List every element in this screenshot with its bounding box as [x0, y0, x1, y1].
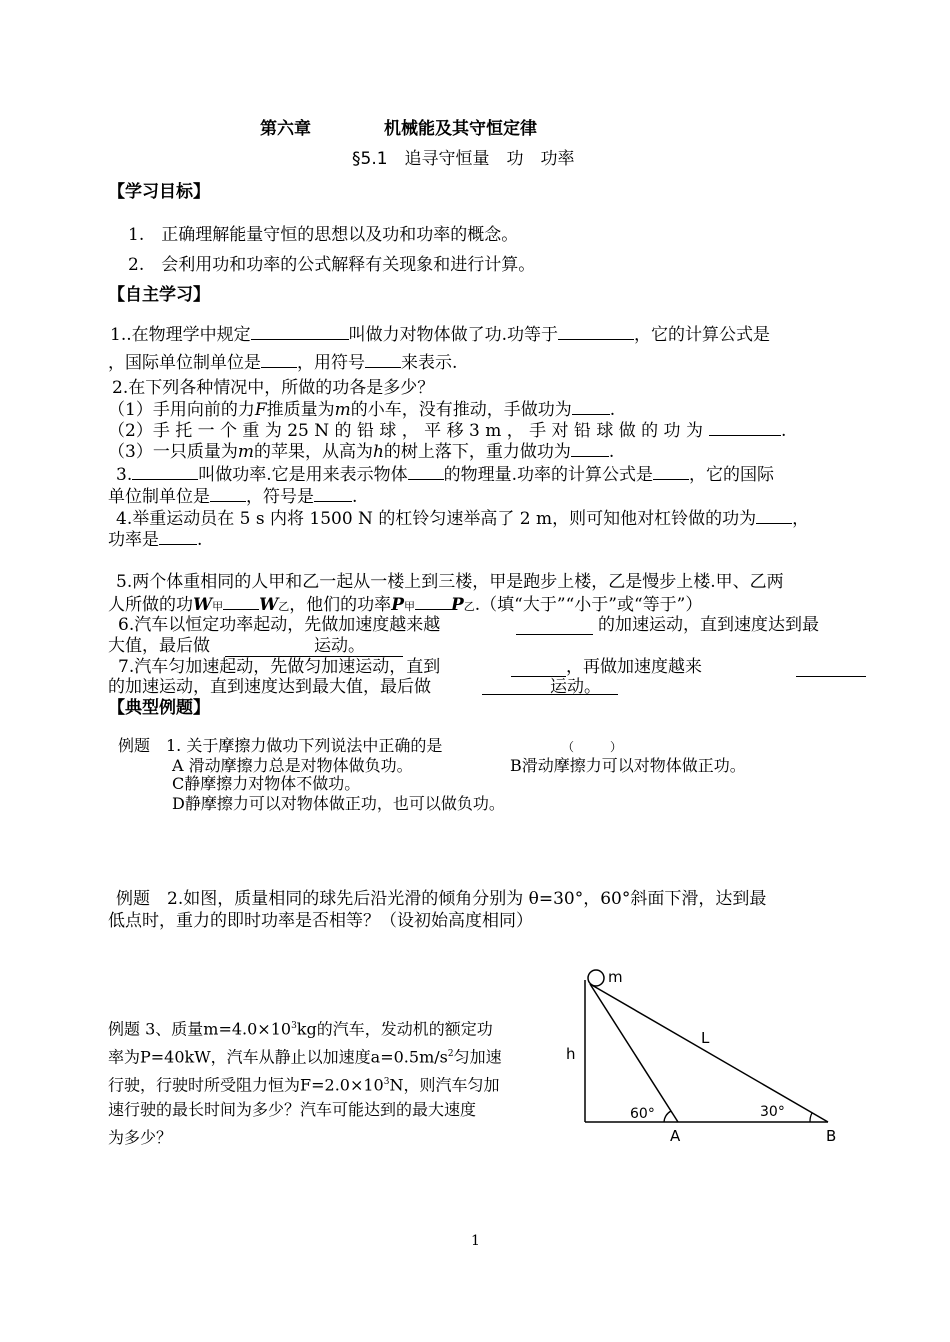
question-2: 2.在下列各种情况中，所做的功各是多少？	[112, 378, 435, 398]
question-7-cont: 的加速运动，直到速度达到最大值，最后做	[108, 677, 431, 697]
example-1-option-c: C静摩擦力对物体不做功。	[172, 774, 361, 793]
blank[interactable]	[365, 351, 401, 368]
blank[interactable]	[132, 463, 198, 480]
question-3-cont: 单位制单位是 ，符号是 .	[108, 487, 358, 507]
goals-heading: 【学习目标】	[108, 182, 210, 202]
blank[interactable]	[796, 676, 866, 677]
blank[interactable]	[558, 323, 634, 340]
blank[interactable]	[482, 694, 618, 695]
question-4-cont: 功率是 .	[108, 530, 203, 550]
question-7: 7.汽车匀加速起动，先做匀加速运动，直到	[118, 657, 441, 677]
example-1-option-b: B滑动摩擦力可以对物体做正功。	[510, 756, 746, 775]
blank[interactable]	[756, 507, 792, 524]
example-3-line: 例题 3、质量$m=4.0\times 10^3kg$的汽车，发动机的额定功	[108, 1019, 493, 1039]
label-L: L	[701, 1029, 710, 1047]
incline-figure	[560, 960, 860, 1150]
question-6-end: 运动。	[314, 636, 365, 656]
blank[interactable]	[251, 323, 349, 340]
blank[interactable]	[572, 398, 610, 415]
page-number: 1	[471, 1233, 480, 1249]
example-3-line: 为多少？	[108, 1128, 173, 1147]
question-4: 4.举重运动员在 5 s 内将 1500 N 的杠铃匀速举高了 2 m，则可知他对杠铃做的功为 ，	[116, 509, 810, 529]
examples-heading: 【典型例题】	[108, 698, 210, 718]
example-1: 例题 1. 关于摩擦力做功下列说法中正确的是	[118, 736, 443, 755]
example-3-line: 行驶，行驶时所受阻力恒为$F=2.0\times 10^3N$，则汽车匀加	[108, 1075, 500, 1095]
blank[interactable]	[653, 463, 689, 480]
question-6-cont: 大值，最后做	[108, 636, 210, 656]
incline-60	[590, 984, 678, 1122]
blank[interactable]	[261, 351, 297, 368]
point-a-label: A	[670, 1127, 681, 1145]
blank[interactable]	[571, 440, 609, 457]
goal-item: 1. 正确理解能量守恒的思想以及功和功率的概念。	[128, 225, 519, 245]
section-title: §5.1 追寻守恒量 功 功率	[352, 149, 575, 169]
question-2-3: （3）一只质量为m的苹果，从高为h的树上落下，重力做功为 .	[108, 442, 615, 462]
chapter-number: 第六章	[260, 119, 311, 139]
angle-arc-30	[810, 1113, 812, 1122]
angle-30-label: 30°	[760, 1104, 785, 1120]
angle-arc-60	[664, 1111, 671, 1122]
blank[interactable]	[210, 485, 246, 502]
ball-icon	[588, 970, 604, 986]
question-5: 5.两个体重相同的人甲和乙一起从一楼上到三楼，甲是跑步上楼，乙是慢步上楼.甲、乙两	[116, 572, 784, 592]
angle-60-label: 60°	[630, 1106, 655, 1122]
incline-30	[590, 984, 828, 1122]
blank[interactable]	[408, 463, 444, 480]
goal-item: 2. 会利用功和功率的公式解释有关现象和进行计算。	[128, 255, 536, 275]
question-2-2: （2）手 托 一 个 重 为 25 N 的 铅 球 ， 平 移 3 m ， 手 对 铅 球 做 的 功 为 .	[108, 421, 787, 441]
question-6: 6.汽车以恒定功率起动，先做加速度越来越	[118, 615, 441, 635]
question-6-b: 的加速运动，直到速度达到最	[598, 615, 819, 635]
label-h: h	[566, 1045, 576, 1063]
example-1-option-a: A 滑动摩擦力总是对物体做负功。	[172, 756, 413, 775]
question-2-1: （1）手用向前的力F推质量为m的小车，没有推动，手做功为 .	[108, 400, 616, 420]
blank[interactable]	[415, 593, 451, 610]
question-7-b: ，再做加速度越来	[566, 657, 702, 677]
question-7-end: 运动。	[550, 677, 601, 697]
example-2: 例题 2.如图，质量相同的球先后沿光滑的倾角分别为 θ=30°，60°斜面下滑，达到最	[116, 889, 767, 909]
question-1: 1..在物理学中规定 叫做力对物体做了功.功等于 ，它的计算公式是	[110, 325, 771, 345]
answer-paren: （ ）	[562, 740, 623, 754]
blank[interactable]	[159, 528, 197, 545]
question-5-cont: 人所做的功W甲 W乙，他们的功率P甲 P乙.（填“大于”“小于”或“等于”）	[108, 595, 703, 615]
example-3-line: 率为P=40kW，汽车从静止以加速度$a=0.5m/s^2$匀加速	[108, 1047, 502, 1067]
chapter-title: 机械能及其守恒定律	[384, 119, 537, 139]
question-1-cont: ，国际单位制单位是 ，用符号 来表示.	[108, 353, 458, 373]
blank[interactable]	[314, 485, 352, 502]
blank[interactable]	[709, 419, 781, 436]
example-2-cont: 低点时，重力的即时功率是否相等？（设初始高度相同）	[108, 911, 533, 931]
example-1-option-d: D静摩擦力可以对物体做正功，也可以做负功。	[172, 794, 505, 813]
self-study-heading: 【自主学习】	[108, 285, 210, 305]
blank[interactable]	[223, 593, 259, 610]
question-3: 3. 叫做功率.它是用来表示物体 的物理量.功率的计算公式是 ，它的国际	[116, 465, 775, 485]
label-m: m	[608, 968, 623, 986]
point-b-label: B	[826, 1127, 837, 1145]
example-3-line: 速行驶的最长时间为多少？汽车可能达到的最大速度	[108, 1100, 477, 1119]
blank[interactable]	[516, 634, 593, 635]
